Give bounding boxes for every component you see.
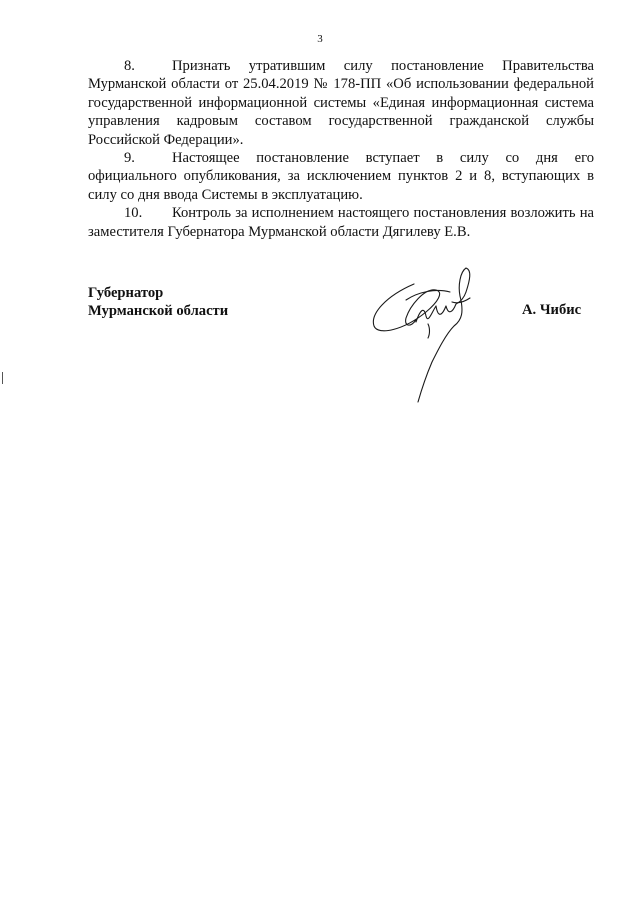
- signatory-title: [88, 284, 228, 321]
- paragraph-text: Контроль за исполнением настоящего постановления возложить на заместителя Губернатора Мурманской области Дягилеву Е.В.: [88, 205, 594, 240]
- handwritten-signature: [366, 262, 496, 407]
- margin-mark: [2, 372, 3, 384]
- paragraph-number: 10.: [124, 205, 143, 222]
- signatory-title-line2: Мурманской области: [88, 303, 229, 320]
- signatory-name: А. Чибис: [522, 302, 582, 318]
- paragraph-number: 8.: [124, 58, 135, 74]
- paragraph-number: 9.: [124, 150, 135, 167]
- document-body: [88, 57, 594, 241]
- paragraph-text: Настоящее постановление вступает в силу со дня его официального опубликования, за исключением пунктов 2 и 8, вступающих в силу со дня ввода Системы в эксплуатацию.: [88, 150, 594, 203]
- page-number: 3: [317, 33, 323, 45]
- paragraph-text: Признать утратившим силу постановление Правительства Мурманской области от 25.04.2019 № 178-ПП «Об использовании федеральной государственной информационной системы «Единая информационная система управления кадровым составом государственной гражданской службы Российской Федерации».: [88, 58, 594, 148]
- signatory-title-line1: Губернатор: [88, 285, 164, 301]
- paragraph-9: [88, 149, 594, 204]
- paragraph-10: [88, 204, 594, 241]
- paragraph-8: [88, 57, 594, 149]
